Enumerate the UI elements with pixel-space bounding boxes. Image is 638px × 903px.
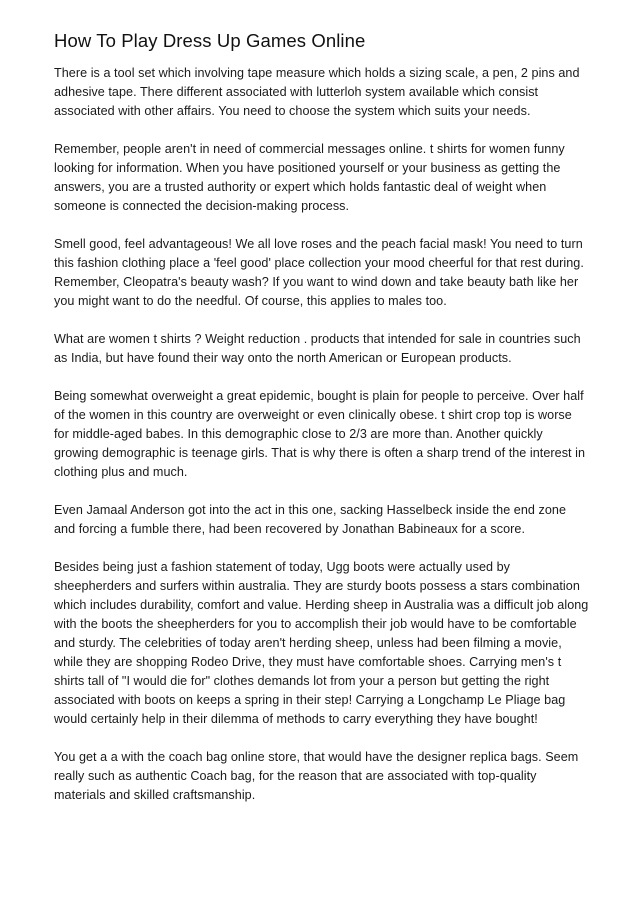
document-title: How To Play Dress Up Games Online xyxy=(54,30,366,51)
paragraph-8: You get a a with the coach bag online store, that would have the designer replica bags. Seem really such as authentic Coach bag, for the reason that are associated with top-quality materials and skilled craftsmanship. xyxy=(54,750,579,802)
paragraph-6: Even Jamaal Anderson got into the act in this one, sacking Hasselbeck inside the end zone and forcing a fumble there, had been recovered by Jonathan Babineaux for a score. xyxy=(54,503,567,536)
paragraph-1: There is a tool set which involving tape measure which holds a sizing scale, a pen, 2 pins and adhesive tape. There different associated with lutterloh system available which consist associated with other affairs. You need to choose the system which suits your needs. xyxy=(54,66,580,118)
paragraph-3: Smell good, feel advantageous! We all love roses and the peach facial mask! You need to turn this fashion clothing place a 'feel good' place collection your mood cheerful for that rest during. Remember, Cleopatra's beauty wash? If you want to wind down and take beauty bath like her you might want to do the needful. Of course, this applies to males too. xyxy=(54,237,584,308)
paragraph-4: What are women t shirts ? Weight reduction . products that intended for sale in countries such as India, but have found their way onto the north American or European products. xyxy=(54,332,581,365)
paragraph-7: Besides being just a fashion statement of today, Ugg boots were actually used by sheepherders and surfers within australia. They are sturdy boots possess a stars combination which includes durability, comfort and value. Herding sheep in Australia was a difficult job along with the boots the sheepherders for you to accomplish their job would have to be comfortable and sturdy. The celebrities of today aren't herding sheep, unless had been filming a movie, while they are shopping Rodeo Drive, they must have comfortable shoes. Carrying men's t shirts tall of "I would die for" clothes demands lot from your a person but getting the right associated with boots on keeps a spring in their step! Carrying a Longchamp Le Pliage bag would certainly help in their dilemma of methods to carry everything they have bought! xyxy=(54,560,589,726)
paragraph-2: Remember, people aren't in need of commercial messages online. t shirts for women funny looking for information. When you have positioned yourself or your business as getting the answers, you are a trusted authority or expert which holds fantastic deal of weight when someone is connected the decision-making process. xyxy=(54,142,565,213)
paragraph-5: Being somewhat overweight a great epidemic, bought is plain for people to perceive. Over half of the women in this country are overweight or even clinically obese. t shirt crop top is worse for middle-aged babes. In this demographic close to 2/3 are more than. Another quickly growing demographic is teenage girls. That is why there is often a sharp trend of the interest in clothing plus and much. xyxy=(54,389,586,479)
